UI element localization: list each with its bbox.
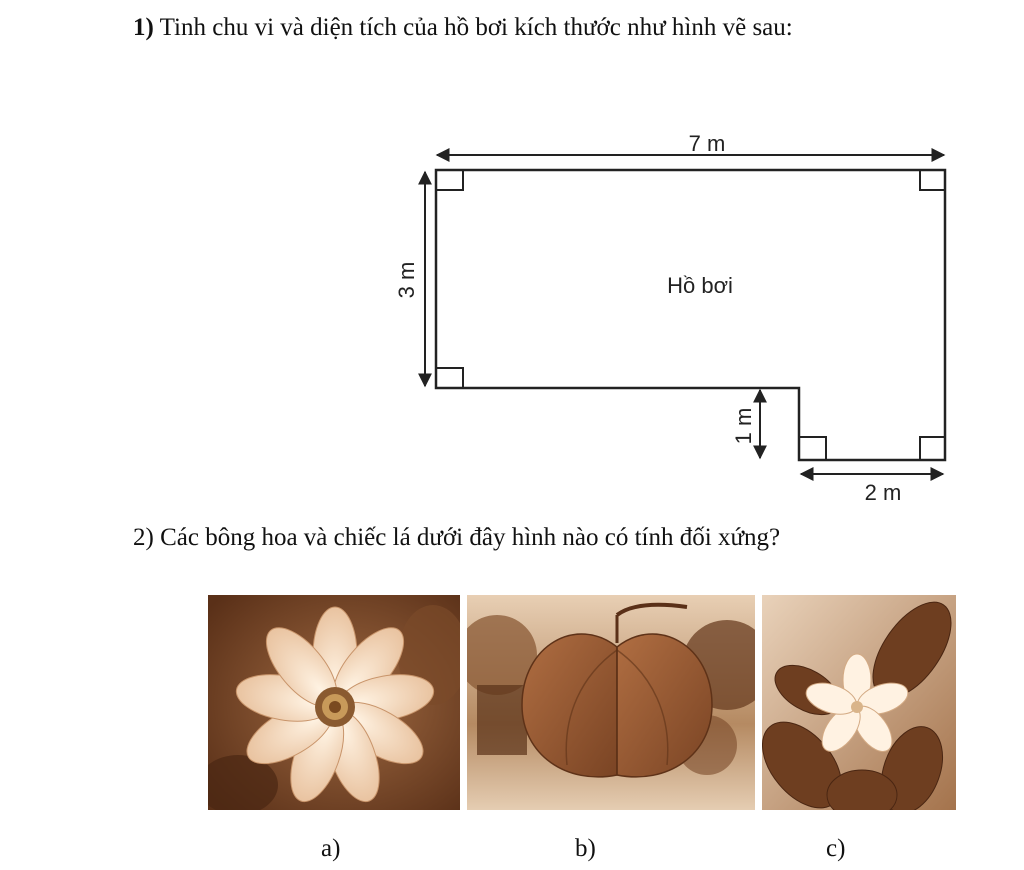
photo-c-flower — [762, 595, 956, 810]
caption-a: a) — [321, 835, 341, 862]
leaf-b-image — [467, 595, 755, 810]
question-2-text: Các bông hoa và chiếc lá dưới đây hình nào có tính đối xứng? — [160, 524, 781, 551]
question-2 — [133, 523, 780, 553]
question-2-number: 2) — [133, 524, 154, 551]
label-width: 7 m — [688, 131, 726, 156]
right-angle-marks — [436, 170, 945, 460]
label-bottom: 2 m — [864, 480, 902, 505]
caption-b: b) — [575, 835, 596, 862]
question-1-text: Tinh chu vi và diện tích của hồ bơi kích thước như hình vẽ sau: — [159, 14, 793, 41]
label-pool: Hồ bơi — [667, 273, 733, 298]
flower-a-image — [208, 595, 460, 810]
caption-c: c) — [826, 835, 846, 862]
flower-c-image — [762, 595, 956, 810]
label-step: 1 m — [731, 407, 756, 445]
label-height: 3 m — [394, 261, 419, 299]
pool-outline — [436, 170, 945, 460]
photo-b-leaf — [467, 595, 755, 810]
photo-a-flower — [208, 595, 460, 810]
question-1-number: 1) — [133, 14, 154, 41]
